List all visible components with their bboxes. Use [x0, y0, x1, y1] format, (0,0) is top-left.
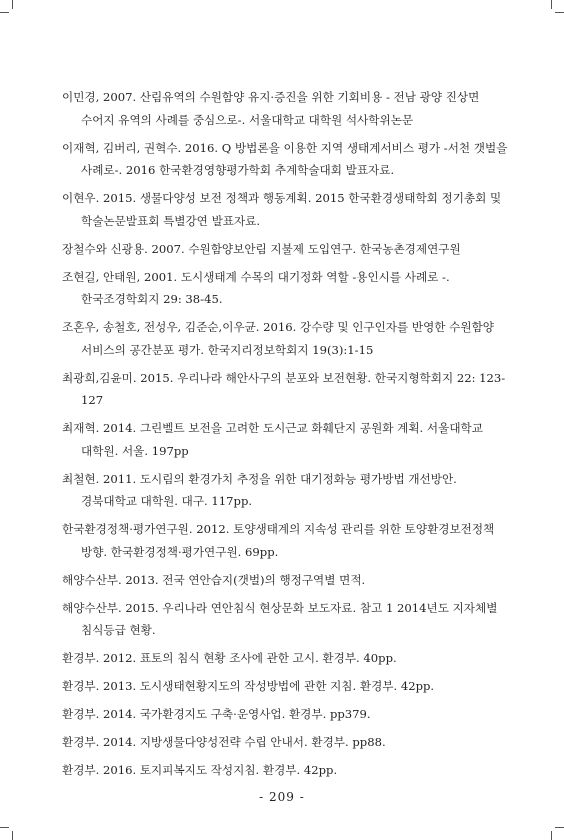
reference-entry: 환경부. 2014. 지방생물다양성전략 수립 안내서. 환경부. pp88. [62, 735, 386, 749]
reference-entry: 최철현. 2011. 도시림의 환경가치 추정을 위한 대기정화능 평가방법 개선방안. 경북대학교 대학원. 대구. 117pp. [62, 471, 457, 508]
reference-entry: 장철수와 신광용. 2007. 수원함양보안림 지불제 도입연구. 한국농촌경제연구원 [62, 241, 461, 256]
reference-entry: 환경부. 2013. 도시생태현황지도의 작성방법에 관한 지침. 환경부. 42pp. [62, 679, 435, 693]
reference-entry: 이현우. 2015. 생물다양성 보전 정책과 행동계획. 2015 한국환경생태학회 정기총회 및 학술논문발표회 특별강연 발표자료. [62, 191, 502, 228]
crop-mark-top-right-v [551, 0, 552, 9]
reference-entry: 이민경, 2007. 산림유역의 수원함양 유지·증진을 위한 기회비용 - 전남 광양 진상면 수어지 유역의 사례를 중심으로-. 서울대학교 대학원 석사학위논문 [62, 90, 480, 127]
reference-entry: 한국환경정책·평가연구원. 2012. 토양생태계의 지속성 관리를 위한 토양환경보전정책 방향. 한국환경정책·평가연구원. 69pp. [62, 522, 495, 559]
crop-mark-bottom-right-h [555, 827, 564, 828]
reference-list [62, 86, 514, 787]
reference-entry: 이재혁, 김버리, 권혁수. 2016. Q 방법론을 이용한 지역 생태계서비스 평가 -서천 갯벌을 사례로-. 2016 한국환경영향평가학회 추계학술대회 발표자료. [62, 140, 508, 177]
crop-mark-top-left-h [0, 12, 9, 13]
reference-entry: 해양수산부. 2015. 우리나라 연안침식 현상문화 보도자료. 참고 1 2014년도 지자체별 침식등급 현황. [62, 600, 498, 637]
crop-mark-bottom-left-v [12, 831, 13, 840]
crop-mark-top-left-v [12, 0, 13, 9]
reference-entry: 환경부. 2012. 표토의 침식 현황 조사에 관한 고시. 환경부. 40pp. [62, 651, 397, 665]
reference-entry: 최재혁. 2014. 그린벨트 보전을 고려한 도시근교 화훼단지 공원화 계획. 서울대학교 대학원. 서울. 197pp [62, 421, 483, 458]
crop-mark-top-right-h [555, 12, 564, 13]
reference-entry: 환경부. 2016. 토지피복지도 작성지침. 환경부. 42pp. [62, 763, 338, 777]
crop-mark-bottom-left-h [0, 827, 9, 828]
crop-mark-bottom-right-v [551, 831, 552, 840]
page-number: - 209 - [259, 790, 305, 804]
reference-entry: 최광희,김윤미. 2015. 우리나라 해안사구의 분포와 보전현황. 한국지형학회지 22: 123-127 [62, 370, 506, 407]
reference-entry: 조현길, 안태원, 2001. 도시생태계 수목의 대기정화 역할 -용인시를 사례로 -. 한국조경학회지 29: 38-45. [62, 269, 450, 306]
reference-entry: 조혼우, 송철호, 전성우, 김준순,이우균. 2016. 강수량 및 인구인자를 반영한 수원함양 서비스의 공간분포 평가. 한국지리정보학회지 19(3):1-15 [62, 320, 494, 357]
reference-entry: 해양수산부. 2013. 전국 연안습지(갯벌)의 행정구역별 면적. [62, 572, 366, 587]
reference-entry: 환경부. 2014. 국가환경지도 구축·운영사업. 환경부. pp379. [62, 707, 371, 721]
